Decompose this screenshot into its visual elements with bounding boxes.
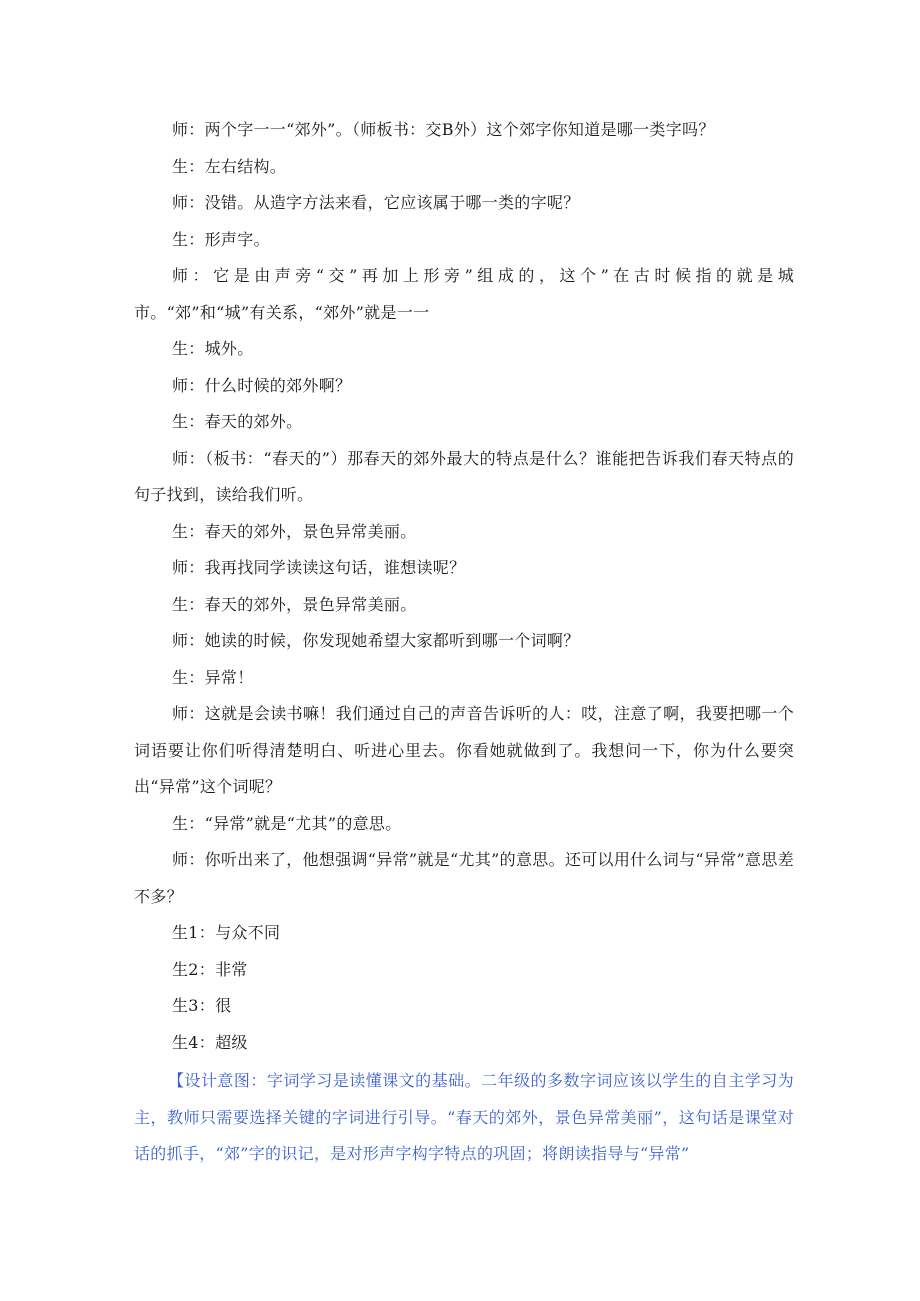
dialogue-line: 生：异常！ [172, 667, 254, 687]
dialogue-line: 师：没错。从造字方法来看，它应该属于哪一类的字呢？ [172, 193, 580, 212]
design-intent-note: 【设计意图：字词学习是读懂课文的基础。二年级的多数字词应该以学生的自主学习为主，教师只需要选择关键的字词进行引导。“春天的郊外，景色异常美丽”，这句话是课堂对话的抓手，“郊”字的识记，是对形声字构字特点的巩固；将朗读指导与“异常” [134, 1071, 794, 1163]
dialogue-line: 生：“异常”就是“尤其”的意思。 [172, 813, 402, 833]
dialogue-line: 师：这就是会读书嘛！我们通过自己的声音告诉听的人：哎，注意了啊，我要把哪一个词语要让你们听得清楚明白、听进心里去。你看她就做到了。我想问一下，你为什么要突出“异常”这个词呢？ [134, 704, 794, 796]
dialogue-line: 生4：超级 [172, 1032, 248, 1052]
lesson-transcript [134, 112, 794, 1173]
dialogue-line: 师：我再找同学读读这句话，谁想读呢？ [172, 558, 466, 577]
dialogue-line: 生：形声字。 [172, 229, 270, 249]
dialogue-line: 师：她读的时候，你发现她希望大家都听到哪一个词啊？ [172, 631, 580, 650]
dialogue-line: 生：春天的郊外，景色异常美丽。 [172, 521, 417, 541]
dialogue-line: 生1：与众不同 [172, 923, 281, 942]
dialogue-line: 师：（板书：“春天的”）那春天的郊外最大的特点是什么？谁能把告诉我们春天特点的句子找到，读给我们听。 [134, 448, 794, 504]
dialogue-line: 生2：非常 [172, 959, 248, 979]
dialogue-line: 师：它是由声旁“交”再加上形旁”组成的，这个”在古时候指的就是城市。“郊”和“城”有关系，“郊外”就是一一 [134, 266, 794, 322]
dialogue-line: 生：春天的郊外，景色异常美丽。 [172, 594, 417, 614]
dialogue-line: 生：左右结构。 [172, 156, 287, 176]
dialogue-line: 师：两个字一一“郊外”。（师板书：交B外）这个郊字你知道是哪一类字吗？ [172, 120, 715, 139]
dialogue-line: 生：春天的郊外。 [172, 412, 303, 431]
dialogue-line: 师：你听出来了，他想强调“异常”就是“尤其”的意思。还可以用什么词与“异常”意思差不多？ [134, 850, 794, 906]
dialogue-line: 生3：很 [172, 996, 232, 1015]
dialogue-line: 师：什么时候的郊外啊？ [172, 375, 352, 395]
dialogue-line: 生：城外。 [172, 339, 254, 358]
